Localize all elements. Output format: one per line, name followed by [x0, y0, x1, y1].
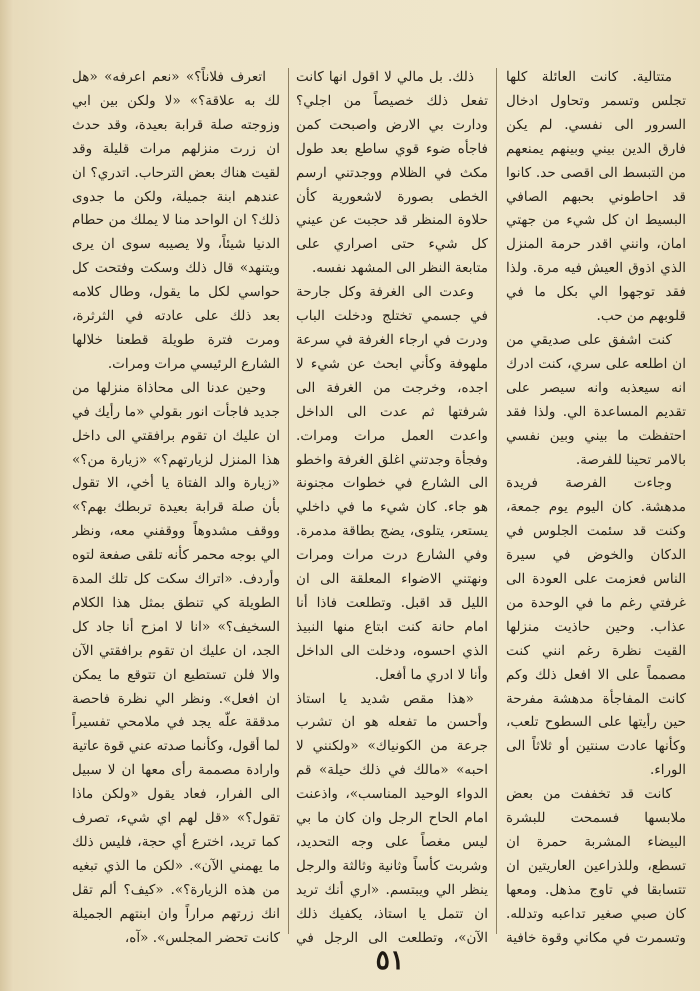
column-divider: [288, 68, 289, 934]
paragraph: كنت اشفق على صديقي من ان اطلعه على سري، كنت ادرك انه سيعذبه وانه سيصر على تقديم المساعدة الي. ولذا فقد احتفظت ما بيني وبين نفسي بالامر تحينا للفرصة.: [506, 331, 686, 468]
column-right: [506, 66, 686, 946]
paragraph: ذلك. بل مالي لا اقول انها كانت تفعل ذلك خصيصاً من اجلي؟ ودارت بي الارض واصبحت كمن فاجأه ضوء قوي ساطع بعد طول مكث في الظلام ووجدتني ارسم الخطى بصورة لاشعورية كأن حلاوة المنظر قد حجبت عن عيني كل شيء حتى اصراري على متابعة النظر الى المشهد نفسه.: [296, 69, 488, 277]
paragraph: اتعرف فلاناً؟» «نعم اعرفه» «هل لك به علاقة؟» «لا ولكن بين ابي وزوجته صلة قرابة بعيدة، وقد حدث ان زرت منزلهم مرات قليلة وقد لقيت هناك بعض الترحاب. اتدري؟ ان عندهم ابنة جميلة، ولكن ما جدوى ذلك؟ ان الواحد منا لا يملك من حطام الدنيا شيئاً، ولا يصيبه سوى ان يرى ويتنهد» قال ذلك وسكت وفتحت كل حواسي لكل ما يقول، وطال كلامه بعد ذلك على عادته في الثرثرة، ومرت فترة طويلة قطعنا خلالها الشارع الرئيسي مرات ومرات.: [72, 69, 280, 372]
paragraph: كانت قد تخففت من بعض ملابسها فسمحت للبشرة البيضاء المشربة حمرة ان تسطع، وللذراعين العاريتين ان تتسابقا في تاوج مذهل. ومعها كان صبي صغير تداعبه وتدلله. وتسمرت في مكاني وقوة خافية: [506, 786, 686, 946]
column-middle: [296, 66, 488, 946]
column-left: [72, 66, 280, 946]
column-divider: [496, 68, 497, 934]
paragraph: وجاءت الفرصة فريدة مدهشة. كان اليوم يوم جمعة، وكنت قد سئمت الجلوس في الدكان والخوض في سيرة الناس فعزمت على العودة الى غرفتي رغم ما في الوحدة من عذاب. وحين حاذيت منزلها القيت نظرة رغم انني كنت مصمماً على الا افعل ذلك وكم كانت المفاجأة مدهشة مفرحة حين رأيتها على السطوح تلعب، وكأنها عادت سنتين أو ثلاثاً الى الوراء.: [506, 475, 686, 779]
binding-edge: [0, 0, 14, 991]
paragraph: متتالية. كانت العائلة كلها تجلس وتسمر وتحاول ادخال السرور الى نفسي. لم يكن فارق الدين بيني وبينهم يمنعهم من التبسط الى اقصى حد. كانوا قد احاطوني بحبهم الصافي البسيط ان كل شيء من جهتي امان، وانني اقدر حرمة المنزل الذي اذوق العيش فيه مرة. ولذا فقد توجهوا الي بكل ما في قلوبهم من حب.: [506, 69, 686, 325]
paragraph: وعدت الى الغرفة وكل جارحة في جسمي تختلج ودخلت الباب ودرت في ارجاء الغرفة في سرعة ملهوفة وكأني ابحث عن شيء لا اجده، وخرجت من الغرفة الى شرفتها ثم عدت الى الداخل واعدت العمل مرات ومرات. وفجأة وجدتني اغلق الغرفة واخطو الى الشارع في خطوات مجنونة هو جاء. كان شيء ما في داخلي يستعر، يتلوى، يضج بطاقة مدمرة. وفي الشارع درت مرات ومرات ونهتني الاضواء المعلقة الى ان الليل قد اقبل. وتطلعت فاذا أنا امام حانة كنت ابتاع منها النبيذ الذي احسوه، ودخلت الى الداخل وأنا لا ادري ما أفعل.: [296, 284, 488, 683]
page-number: ٥١: [375, 945, 405, 976]
paragraph: وحين عدنا الى محاذاة منزلها من جديد فاجأت انور بقولي «ما رأيك في ان عليك ان تقوم برافقتي الى داخل هذا المنزل لزيارتهم؟» «زيارة من؟» «زيارة والد الفتاة يا أخي، الا تقول بأن صلة قرابة بعيدة تربطك بهم؟» ووقف مشدوهاً ووقفني معه، ونظر الي بوجه محمر كأنه تلقى صفعة لتوه وأردف. «اتراك سكت كل تلك المدة الطويلة كي تنطق بمثل هذا الكلام السخيف؟» «انا لا امزح أنا جاد كل الجد، ان عليك ان تقوم برافقتي الآن والا فلن تستطيع ان تتوقع ما يمكن ان افعل». ونظر الي نظرة فاحصة مدققة علّه يجد في ملامحي تفسيراً لما أقول، وكأنما صدته عني قوة عاتية وارادة مصممة رأى معها ان لا سبيل الى الفرار، فعاد يقول «ولكن ماذا تقول؟» «قل لهم اي شيء، تصرف كما تريد، اخترع أي حجة، فليس ذلك ما يهمني الآن». «لكن ما الذي تبغيه من هذه الزيارة؟». «كيف؟ ألم تقل انك زرتهم مراراً وان ابنتهم الجميلة كانت تحضر المجلس». «آه،: [72, 379, 280, 946]
paragraph: «هذا مقص شديد يا استاذ وأحسن ما تفعله هو ان تشرب جرعة من الكونياك» «ولكنني لا احبه» «مالك في ذلك حيلة» قم الدواء الوحيد المناسب»، واذعنت امام الحاح الرجل وان كان ما بي ليس مغصاً على وجه التحديد، وشربت كأساً وثانية وثالثة والرجل ينظر الي ويبتسم. «اري أنك تريد ان تتمل يا استاذ، يكفيك ذلك الآن»، وتطلعت الى الرجل في: [296, 690, 488, 946]
